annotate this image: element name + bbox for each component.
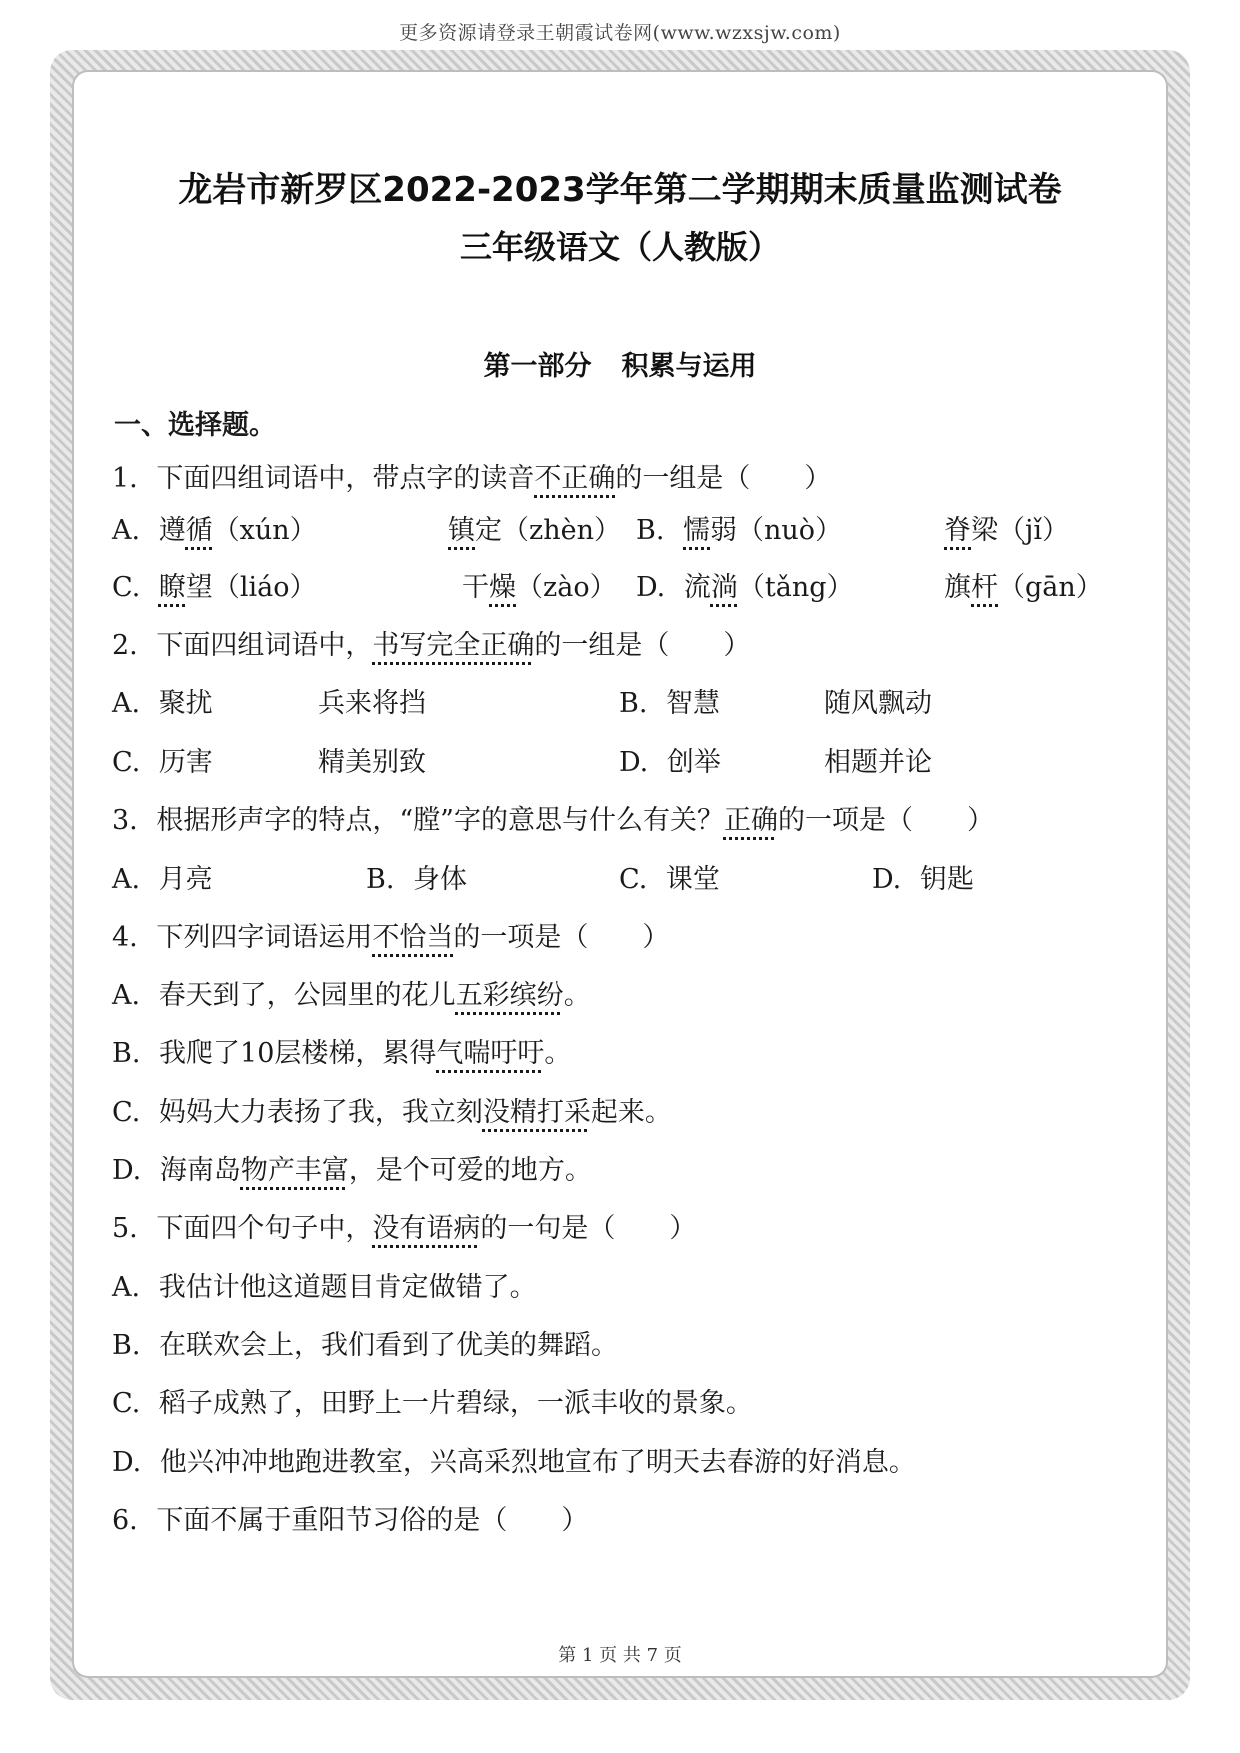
exam-subtitle: 三年级语文（人教版） [459,228,780,266]
option-label: B. [636,515,665,546]
pinyin: （gān） [998,572,1103,603]
q3-option-a [112,863,213,897]
q1-option-c-word2 [462,571,617,605]
dotted-idiom: 物产丰富 [240,1155,349,1186]
option-text-end: 起来。 [590,1097,672,1128]
dotted-char: 燥 [489,572,516,603]
dotted-char: 瞭 [158,572,186,603]
option-text-end: 。 [563,980,591,1011]
word-char: 望 [185,572,213,603]
q1-option-c [112,571,317,605]
question-2 [112,629,750,663]
pinyin: （zào） [516,572,617,603]
q1-option-a-word2 [448,514,621,548]
dotted-idiom: 五彩缤纷 [455,980,564,1011]
dotted-char: 懦 [683,515,711,546]
q4-option-b [112,1037,571,1071]
option-label: A. [112,688,141,719]
word-char: 遵 [158,515,186,546]
q2-option-d [619,746,721,780]
option-label: A. [112,515,141,546]
q2-option-b [619,687,720,721]
option-label: C. [112,747,141,778]
word-char: 流 [683,572,711,603]
option-label: A. [112,1272,141,1303]
part-label: 第一部分 [483,351,592,382]
part-heading [0,344,1240,383]
q4-option-a [112,979,591,1013]
option-text-end: ，是个可爱的地方。 [348,1155,592,1186]
q5-option-a [112,1271,537,1305]
option-text: 智慧 [666,688,721,719]
q3-option-b [366,863,467,897]
q1-option-b-word2 [944,514,1069,548]
q3-option-d [872,863,974,897]
option-label: A. [112,980,141,1011]
pinyin: （jǐ） [998,515,1070,546]
word-char: 弱 [710,515,738,546]
option-text: 我爬了10层楼梯，累得 [159,1038,437,1069]
option-text: 精美别致 [318,747,426,778]
option-text: 创举 [666,747,721,778]
option-label: C. [112,572,141,603]
section-title: 一、选择题。 [114,410,276,441]
question-1 [112,462,831,496]
option-label: B. [112,1330,141,1361]
question-4 [112,921,669,955]
question-number: 2. [112,630,138,661]
question-text-end: 的一项是（ ） [453,922,670,953]
pinyin: （liáo） [212,572,317,603]
option-text: 聚扰 [158,688,213,719]
dotted-char: 循 [185,515,213,546]
question-number: 3. [112,805,138,836]
q2-option-a [112,687,213,721]
option-label: A. [112,864,141,895]
pinyin: （xún） [212,515,317,546]
question-number: 4. [112,922,138,953]
dotted-char: 淌 [710,572,738,603]
option-text: 历害 [158,747,213,778]
option-text-end: 。 [544,1038,572,1069]
dotted-char: 杆 [971,572,998,603]
option-text: 稻子成熟了，田野上一片碧绿，一派丰收的景象。 [158,1388,753,1419]
exam-title: 龙岩市新罗区2022-2023学年第二学期期末质量监测试卷 [178,170,1062,210]
emphasis-text: 没有语病 [372,1213,481,1244]
dotted-char: 镇 [448,515,475,546]
option-label: C. [619,864,648,895]
q1-option-b [636,514,842,548]
question-text-end: 的一组是（ ） [615,463,832,494]
question-text: 根据形声字的特点，“膛”字的意思与什么有关？ [156,805,724,836]
question-number: 6. [112,1505,138,1536]
question-text: 下列四字词语运用 [156,922,373,953]
option-text: 身体 [413,864,468,895]
option-label: D. [619,747,649,778]
q1-option-d-word2 [944,571,1103,605]
option-text: 妈妈大力表扬了我，我立刻 [158,1097,483,1128]
question-text-end: 的一项是（ ） [777,805,994,836]
question-text: 下面四组词语中， [156,630,373,661]
q4-option-c [112,1096,672,1130]
q1-option-a [112,514,317,548]
q4-option-d [112,1154,592,1188]
option-text: 他兴冲冲地跑进教室，兴高采烈地宣布了明天去春游的好消息。 [159,1447,916,1478]
question-5 [112,1212,696,1246]
option-text: 在联欢会上，我们看到了优美的舞蹈。 [159,1330,619,1361]
q5-option-b [112,1329,618,1363]
option-label: B. [366,864,395,895]
option-label: C. [112,1097,141,1128]
word-char: 定 [475,515,502,546]
page-number: 第 1 页 共 7 页 [558,1645,682,1666]
option-label: B. [112,1038,141,1069]
pinyin: （tǎng） [737,572,854,603]
option-text: 钥匙 [919,864,974,895]
question-number: 1. [112,463,138,494]
watermark-text: 更多资源请登录王朝霞试卷网(www.wzxsjw.com) [399,22,841,44]
question-text: 下面四组词语中，带点字的读音 [156,463,535,494]
option-label: D. [636,572,666,603]
option-label: D. [112,1155,142,1186]
option-label: B. [619,688,648,719]
q2-option-c [112,746,213,780]
option-text: 兵来将挡 [318,688,426,719]
word-char: 干 [462,572,489,603]
question-text: 下面不属于重阳节习俗的是（ ） [156,1505,589,1536]
option-text: 海南岛 [159,1155,241,1186]
emphasis-text: 书写完全正确 [372,630,535,661]
pinyin: （zhèn） [502,515,621,546]
dotted-char: 脊 [944,515,971,546]
emphasis-text: 不恰当 [372,922,454,953]
part-name: 积累与运用 [621,351,757,382]
dotted-idiom: 气喘吁吁 [436,1038,545,1069]
option-text: 相题并论 [824,747,932,778]
emphasis-text: 不正确 [534,463,616,494]
option-text: 随风飘动 [824,688,932,719]
q5-option-c [112,1387,753,1421]
q3-option-c [619,863,720,897]
option-text: 课堂 [665,864,720,895]
question-text-end: 的一组是（ ） [534,630,751,661]
option-text: 月亮 [158,864,213,895]
word-char: 梁 [971,515,998,546]
emphasis-text: 正确 [723,805,778,836]
question-number: 5. [112,1213,138,1244]
q5-option-d [112,1446,916,1480]
question-3 [112,804,994,838]
word-char: 旗 [944,572,971,603]
question-text: 下面四个句子中， [156,1213,373,1244]
option-text: 我估计他这道题目肯定做错了。 [158,1272,537,1303]
option-text: 春天到了，公园里的花儿 [158,980,456,1011]
option-label: C. [112,1388,141,1419]
pinyin: （nuò） [737,515,843,546]
option-label: D. [872,864,902,895]
dotted-idiom: 没精打采 [482,1097,591,1128]
question-6 [112,1504,588,1538]
q1-option-d [636,571,854,605]
option-label: D. [112,1447,142,1478]
question-text-end: 的一句是（ ） [480,1213,697,1244]
